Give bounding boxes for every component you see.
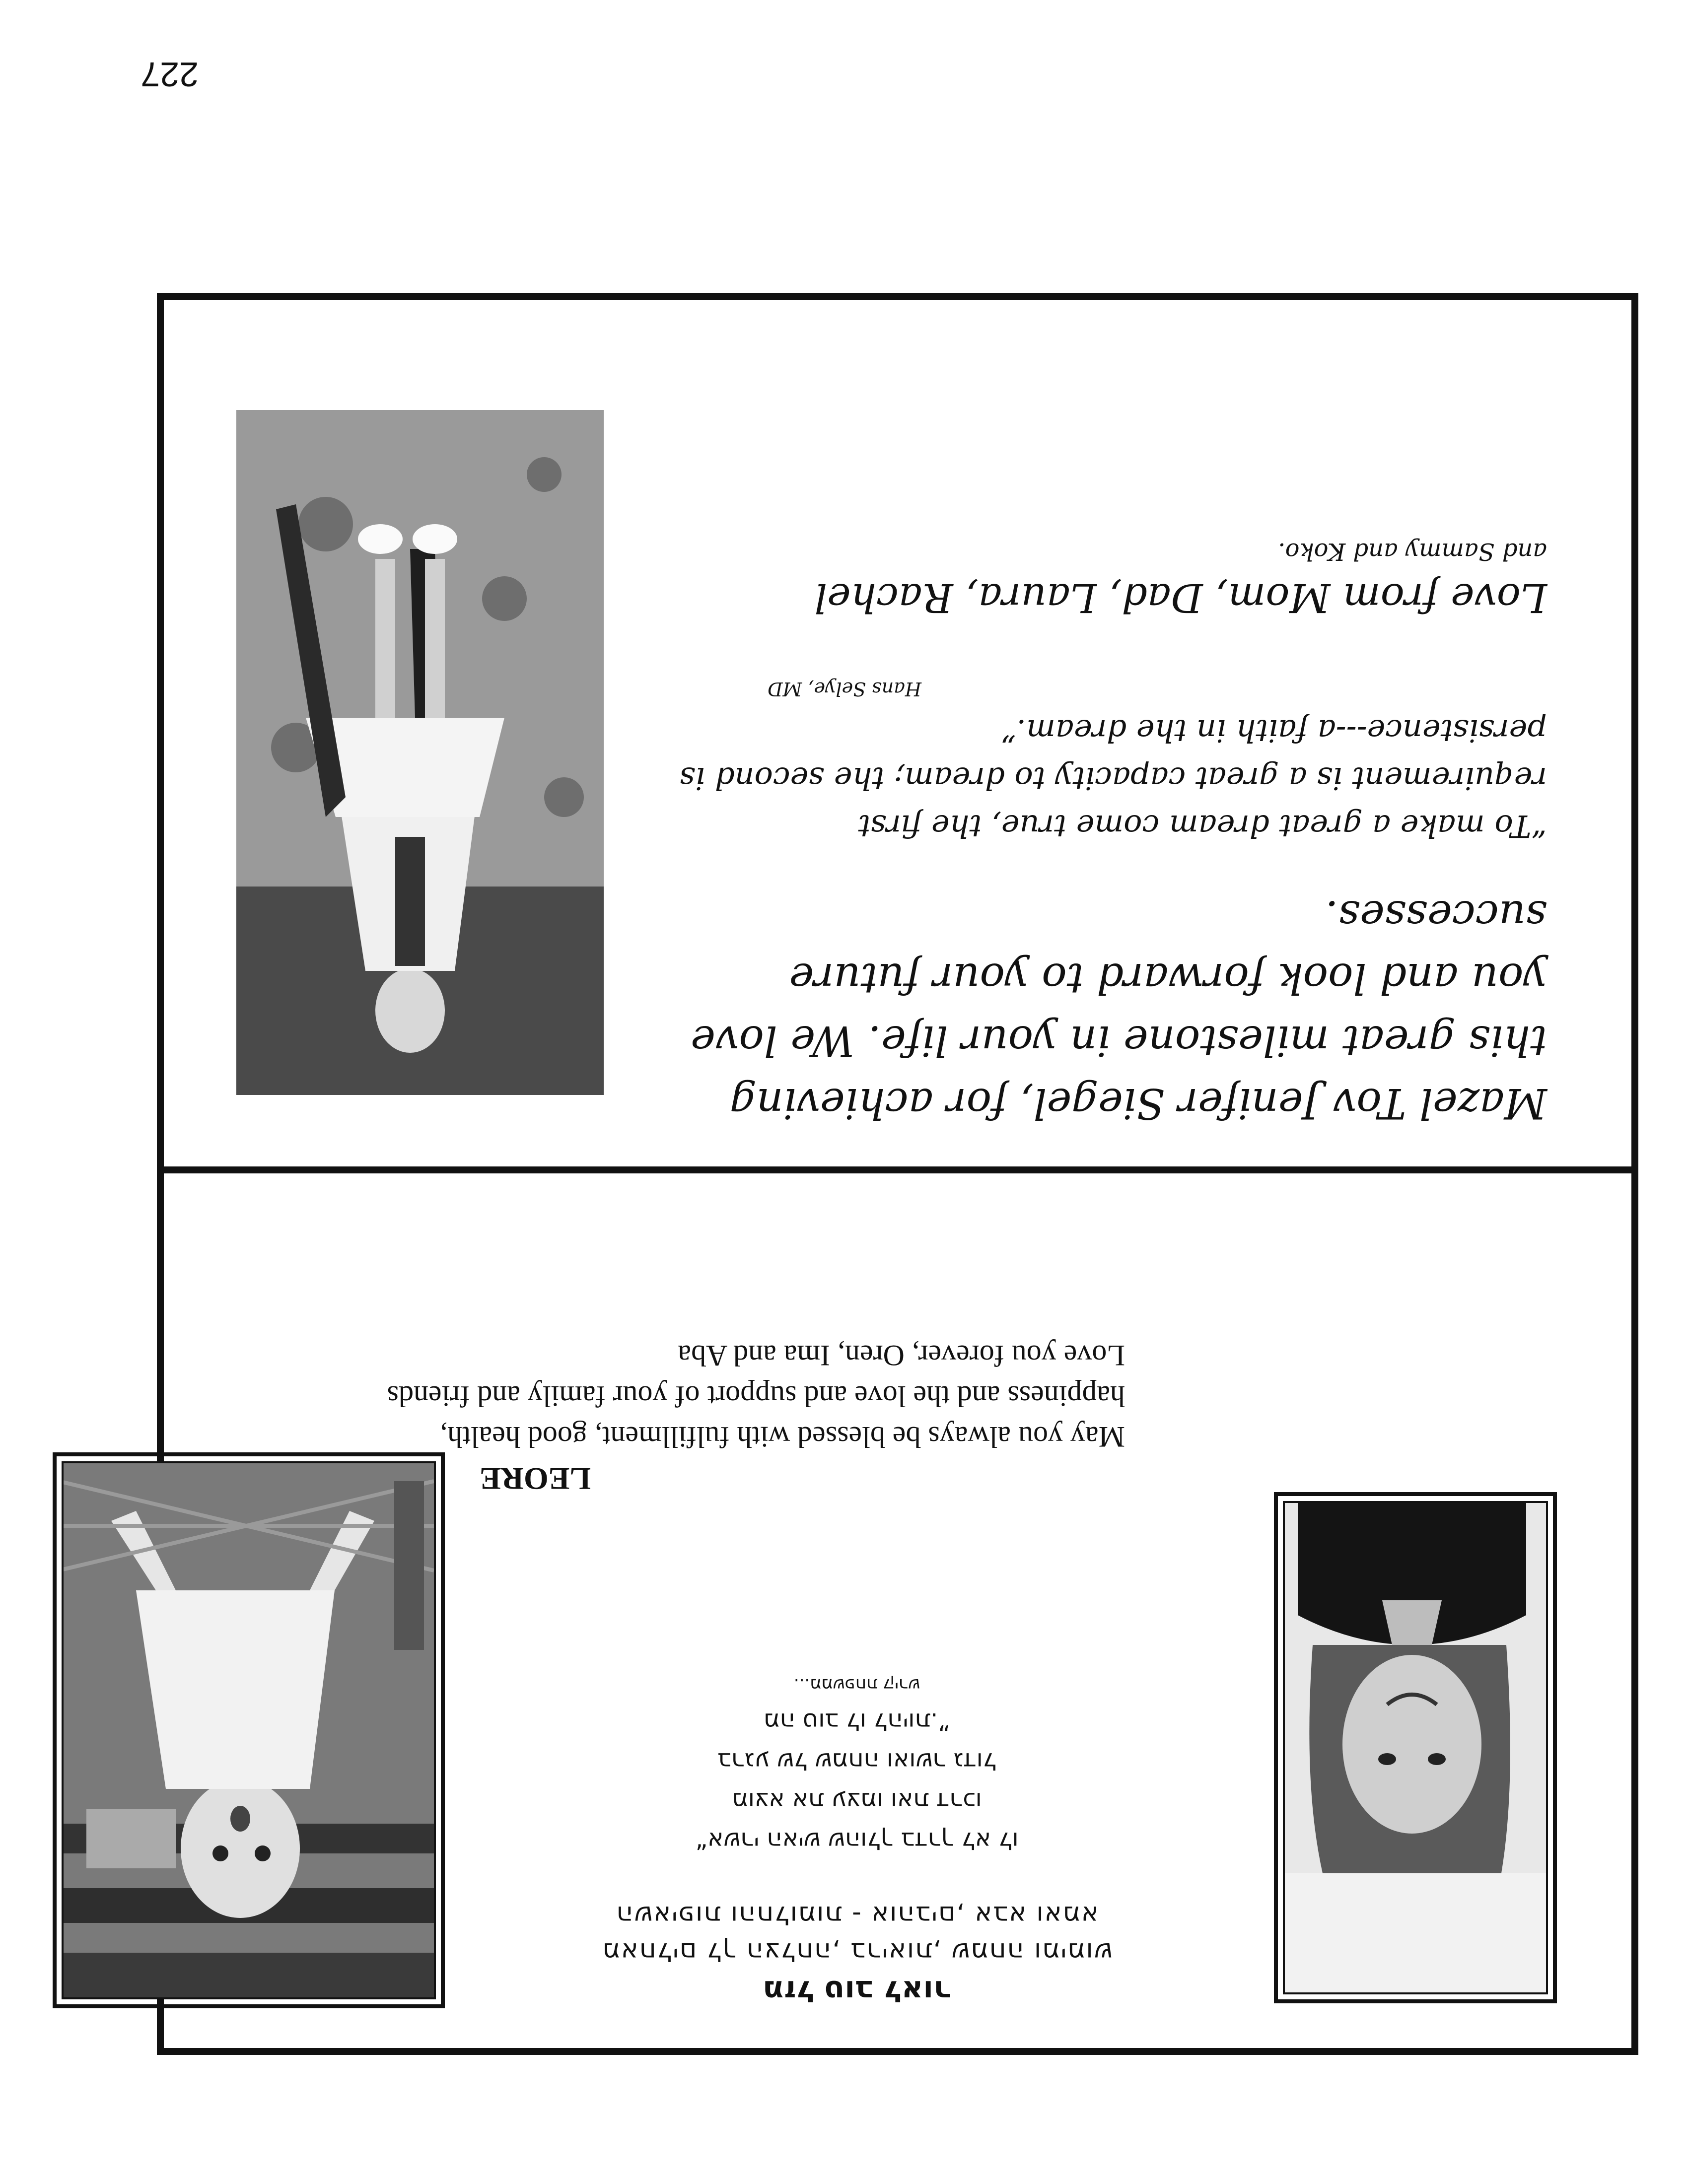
leore-ad xyxy=(157,1166,1638,2055)
hebrew-title: מזל טוב לאור xyxy=(762,1974,952,2008)
leore-teen-photo xyxy=(1274,1492,1557,2003)
hebrew-poem-line: ברגע של שמחה ואושר גדול xyxy=(717,1747,997,1775)
hebrew-greeting xyxy=(440,1675,1274,2008)
leore-blessing: May you always be blessed with fulfillment, good health, happiness and the love and support of your family and friends xyxy=(387,1380,1125,1453)
hebrew-poem-line: מה טוב לו להיות.” xyxy=(763,1707,951,1735)
hebrew-line-2: השאיפות והחלומות - אוהבים, אבא ואמא xyxy=(615,1900,1099,1930)
jenifer-love-line-2: and Sammy and Koko. xyxy=(1278,538,1547,565)
hebrew-poem xyxy=(440,1702,1274,1860)
hebrew-poem-line: “אשרי האיש שהולך בדרך לא לו xyxy=(695,1827,1019,1854)
leore-blessing-block xyxy=(360,1335,1125,1457)
hebrew-line-1: מאחלים לך הצלחה, בריאות, שמחה ומימוש xyxy=(601,1937,1113,1967)
jenifer-ad-text xyxy=(678,534,1547,1135)
hebrew-signature: ...ממשפחת קירש xyxy=(793,1675,920,1695)
leore-signature: Love you forever, Oren, Ima and Aba xyxy=(678,1339,1125,1372)
jenifer-quote: “To make a great dream come true, the first requirement is a great capacity to dream; the second is persistence---a faith in the dream.” xyxy=(679,713,1547,844)
page-number: 227 xyxy=(141,55,199,94)
jenifer-quote-attribution: Hans Selye, MD xyxy=(768,678,922,700)
jenifer-message: Mazel Tov Jenifer Siegel, for achieving this great milestone in your life. We love you and look forward to your future successes. xyxy=(691,891,1547,1128)
hebrew-poem-line: מוצא את עצמו ואת דרכו xyxy=(732,1787,982,1815)
jenifer-love-line: Love from Mom, Dad, Laura, Rachel xyxy=(814,575,1547,621)
jenifer-child-photo xyxy=(236,410,604,1095)
leore-toddler-photo xyxy=(53,1452,445,2008)
leore-title: LEORE xyxy=(480,1461,591,1497)
jenifer-ad xyxy=(157,293,1638,1186)
